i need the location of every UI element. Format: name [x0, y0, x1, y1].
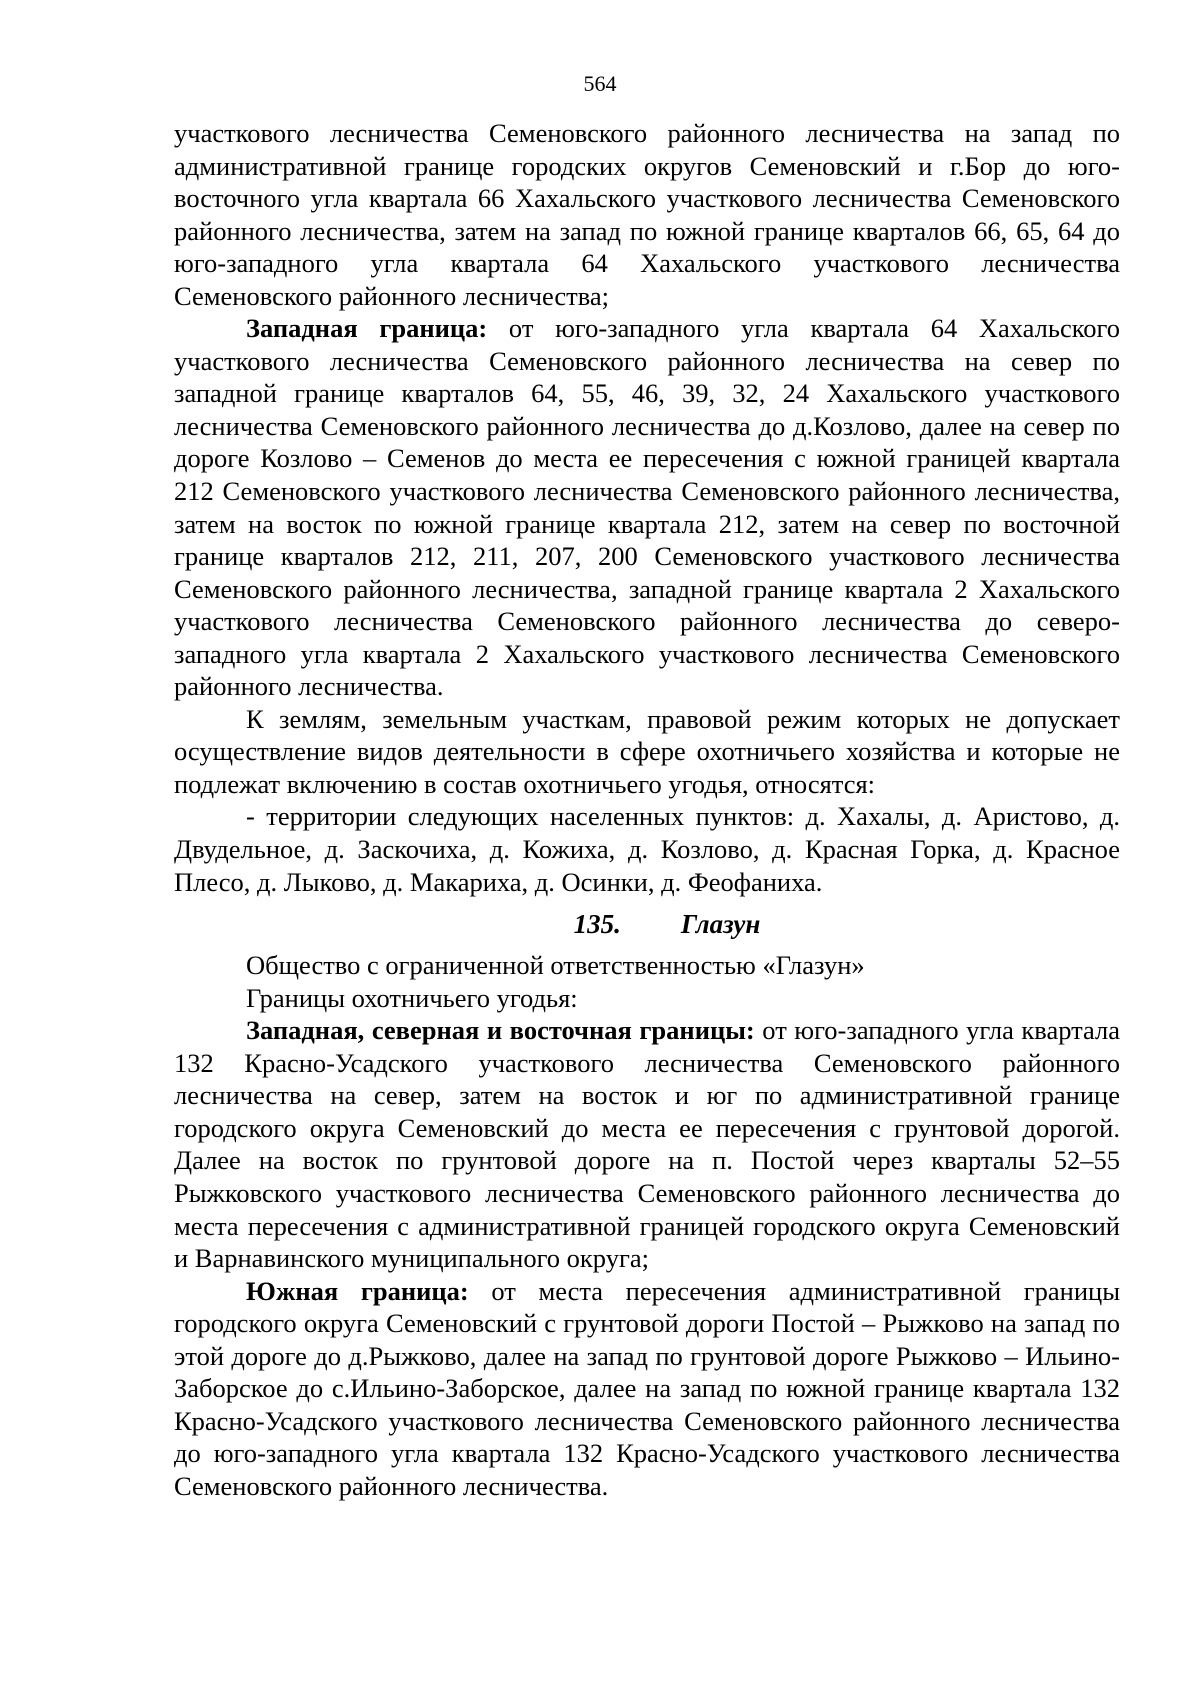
- paragraph-settlements-list: - территории следующих населенных пунктов: д. Хахалы, д. Аристово, д. Двудельное, д. Заскочиха, д. Кожиха, д. Козлово, д. Красная Горка, д. Красное Плесо, д. Лыково, д. Макариха, д. Осинки, д. Феофаниха.: [174, 801, 1120, 897]
- paragraph-wne-borders: [174, 1014, 1120, 1274]
- paragraph-borders-intro: Границы охотничьего угодья:: [246, 982, 578, 1013]
- western-border-label: Западная граница:: [246, 313, 488, 344]
- paragraph-organization: Общество с ограниченной ответственностью «Глазун»: [246, 950, 865, 981]
- paragraph-excluded-lands: К землям, земельным участкам, правовой режим которых не допускает осуществление видов деятельности в сфере охотничьего хозяйства и которые не подлежат включению в состав охотничьего угодья, относятся:: [174, 703, 1120, 799]
- section-title: Глазун: [680, 909, 761, 940]
- paragraph-continuation: участкового лесничества Семеновского районного лесничества на запад по административной границе городских округов Семеновский и г.Бор до юго-восточного угла квартала 66 Хахальского участкового лесничества Семеновского районного лесничества, затем на запад по южной границе кварталов 66, 65, 64 до юго-западного угла квартала 64 Хахальского участкового лесничества Семеновского районного лесничества;: [174, 118, 1120, 311]
- paragraph-western-border: [174, 312, 1120, 703]
- document-body: [174, 117, 1120, 1502]
- paragraph-south-border: [174, 1275, 1120, 1503]
- western-border-text: от юго-западного угла квартала 64 Хахальского участкового лесничества Семеновского районного лесничества на север по западной границе кварталов 64, 55, 46, 39, 32, 24 Хахальского участкового лесничества Семеновского районного лесничества до д.Козлово, далее на север по дороге Козлово – Семенов до места ее пересечения с южной границей квартала 212 Семеновского участкового лесничества Семеновского районного лесничества, затем на восток по южной границе квартала 212, затем на север по восточной границе кварталов 212, 211, 207, 200 Семеновского участкового лесничества Семеновского районного лесничества, западной границе квартала 2 Хахальского участкового лесничества Семеновского районного лесничества до северо-западного угла квартала 2 Хахальского участкового лесничества Семеновского районного лесничества.: [174, 313, 1120, 702]
- section-number: 135.: [573, 909, 621, 940]
- south-border-label: Южная граница:: [246, 1275, 469, 1306]
- wne-borders-text: от юго-западного угла квартала 132 Красно-Усадского участкового лесничества Семеновского районного лесничества на север, затем на восток и юг по административной границе городского округа Семеновский до места ее пересечения с грунтовой дорогой. Далее на восток по грунтовой дороге на п. Постой через кварталы 52–55 Рыжковского участкового лесничества Семеновского районного лесничества до места пересечения с административной границей городского округа Семеновский и Варнавинского муниципального округа;: [174, 1015, 1121, 1274]
- south-border-text: от места пересечения административной границы городского округа Семеновский с грунтовой дороги Постой – Рыжково на запад по этой дороге до д.Рыжково, далее на запад по грунтовой дороге Рыжково – Ильино-Заборское до с.Ильино-Заборское, далее на запад по южной границе квартала 132 Красно-Усадского участкового лесничества Семеновского районного лесничества до юго-западного угла квартала 132 Красно-Усадского участкового лесничества Семеновского районного лесничества.: [174, 1275, 1121, 1501]
- section-heading: [174, 907, 1120, 941]
- wne-borders-label: Западная, северная и восточная границы:: [246, 1015, 755, 1046]
- page-number: 564: [583, 71, 617, 96]
